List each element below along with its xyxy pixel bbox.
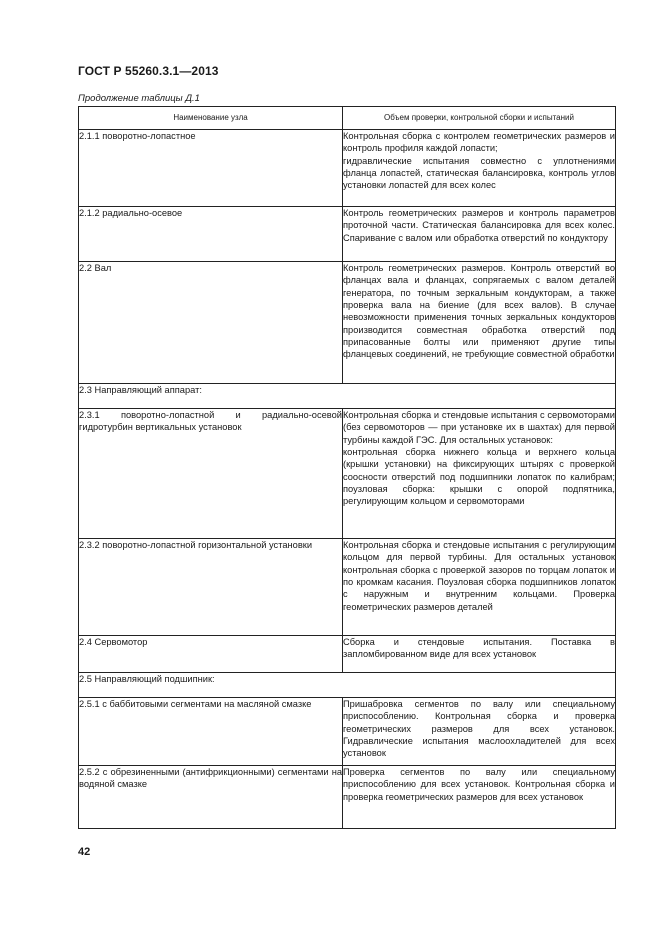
- row-content-cell: [343, 698, 616, 766]
- row-name-cell: 2.1.2 радиально-осевое: [79, 207, 343, 262]
- table-row: [79, 539, 616, 636]
- table-header-row: [79, 107, 616, 130]
- content-paragraph: Контрольная сборка и стендовые испытания с сервомоторами (без сервомоторов — при установке их в шахтах) для первой турбины каждой ГЭС. Для остальных установок:: [343, 410, 615, 445]
- table-section-row: [79, 673, 616, 698]
- row-name-cell: 2.3.1 поворотно-лопастной и радиально-осевой гидротурбин вертикальных установок: [79, 409, 343, 539]
- page-number: 42: [78, 846, 91, 858]
- row-name-cell: 2.5.1 с баббитовыми сегментами на масляной смазке: [79, 698, 343, 766]
- section-heading: 2.5 Направляющий подшипник:: [79, 673, 616, 698]
- row-content-cell: [343, 262, 616, 384]
- content-paragraph: Контрольная сборка с контролем геометрических размеров и контроль профиля каждой лопасти;: [343, 131, 615, 154]
- content-paragraph: Контрольная сборка и стендовые испытания с регулирующим кольцом для первой турбины. Для остальных установок контрольная сборка с проверкой зазоров по торцам лопаток и по кромкам касания. Поузловая сборка подшипников лопаток с наружным и внутренним кольцами. Проверка геометрических размеров деталей: [343, 540, 615, 612]
- content-paragraph: Сборка и стендовые испытания. Поставка в запломбированном виде для всех установок: [343, 637, 615, 660]
- row-content-cell: [343, 207, 616, 262]
- table-section-row: [79, 384, 616, 409]
- table-row: [79, 636, 616, 673]
- row-content-cell: [343, 130, 616, 207]
- row-name-cell: 2.2 Вал: [79, 262, 343, 384]
- column-header-scope: Объем проверки, контрольной сборки и испытаний: [343, 107, 616, 130]
- content-paragraph: Проверка сегментов по валу или специальному приспособлению для всех установок. Контрольная сборка и проверка геометрических размеров для всех установок: [343, 767, 615, 802]
- row-content-cell: [343, 539, 616, 636]
- table-row: [79, 207, 616, 262]
- row-name-cell: 2.1.1 поворотно-лопастное: [79, 130, 343, 207]
- content-paragraph: гидравлические испытания совместно с уплотнениями фланца лопастей, статическая балансировка, контроль углов установки лопастей для всех колес: [343, 155, 615, 191]
- content-paragraph: контрольная сборка нижнего кольца и верхнего кольца (крышки установки) на фиксирующих штырях с проверкой соосности отверстий под подшипники лопаток по калибрам; поузловая сборка: крышки с опорой подпятника, регулирующим кольцом и сервомоторами: [343, 447, 615, 507]
- row-content-cell: [343, 409, 616, 539]
- specification-table: [78, 106, 616, 829]
- table-row: [79, 698, 616, 766]
- row-name-cell: 2.3.2 поворотно-лопастной горизонтальной установки: [79, 539, 343, 636]
- document-header: ГОСТ Р 55260.3.1—2013: [78, 64, 219, 78]
- content-paragraph: Контроль геометрических размеров и контроль параметров проточной части. Статическая балансировка для всех колес. Спаривание с валом или обработка отверстий по кондуктору: [343, 208, 615, 243]
- table-row: [79, 766, 616, 829]
- table-row: [79, 130, 616, 207]
- row-name-cell: 2.5.2 с обрезиненными (антифрикционными) сегментами на водяной смазке: [79, 766, 343, 829]
- row-content-cell: [343, 636, 616, 673]
- table-row: [79, 409, 616, 539]
- section-heading: 2.3 Направляющий аппарат:: [79, 384, 616, 409]
- row-content-cell: [343, 766, 616, 829]
- content-paragraph: Контроль геометрических размеров. Контроль отверстий во фланцах вала и фланцах, сопрягаемых с валом деталей генератора, по точным зеркальным кондукторам, а также проверка вала на биение (для всех валов). В случае невозможности применения точных зеркальных кондукторов производится совместная обработка отверстий под припасованные болты или применяют другие типы фланцевых соединений, не требующие совместной обработки: [343, 263, 615, 360]
- column-header-unit-name: Наименование узла: [79, 107, 343, 130]
- table-row: [79, 262, 616, 384]
- content-paragraph: Пришабровка сегментов по валу или специальному приспособлению. Контрольная сборка и проверка геометрических размеров для всех установок. Гидравлические испытания маслоохладителей для всех установок: [343, 699, 615, 759]
- table-caption: Продолжение таблицы Д.1: [78, 93, 200, 104]
- row-name-cell: 2.4 Сервомотор: [79, 636, 343, 673]
